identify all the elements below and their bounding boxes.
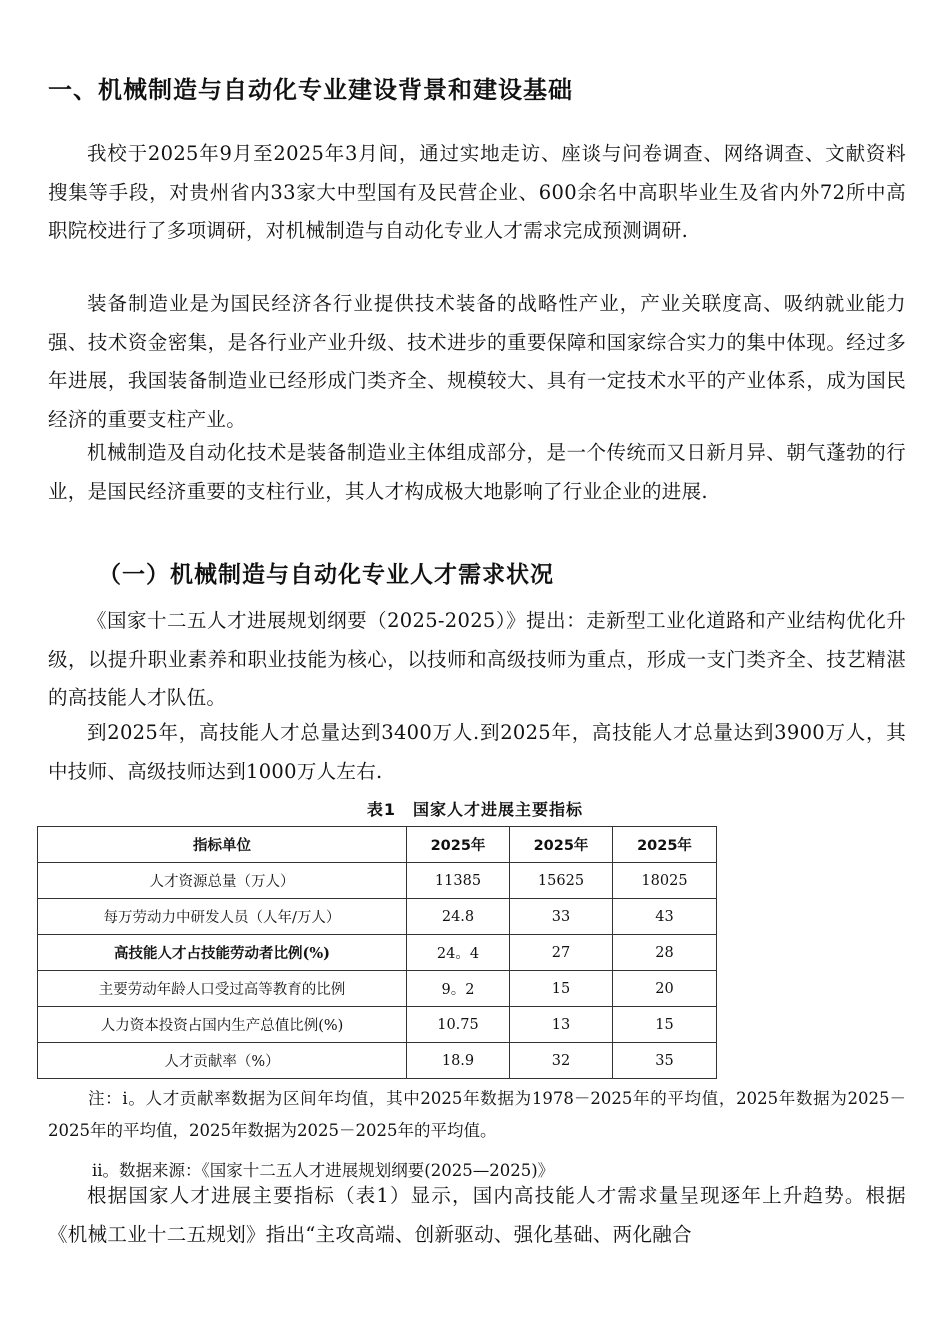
row-value: 35: [613, 1043, 717, 1079]
table-row: [38, 863, 717, 899]
row-label: 高技能人才占技能劳动者比例(%): [38, 935, 407, 971]
header-year-2: 2025年: [510, 827, 613, 863]
paragraph-equipment-manufacturing: 装备制造业是为国民经济各行业提供技术装备的战略性产业，产业关联度高、吸纳就业能力强、技术资金密集，是各行业产业升级、技术进步的重要保障和国家综合实力的集中体现。经过多年进展，我国装备制造业已经形成门类齐全、规模较大、具有一定技术水平的产业体系，成为国民经济的重要支柱产业。: [48, 292, 906, 431]
header-year-1: 2025年: [407, 827, 510, 863]
paragraph-talent-plan: 《国家十二五人才进展规划纲要（2025-2025）》提出：走新型工业化道路和产业结构优化升级，以提升职业素养和职业技能为核心，以技师和高级技师为重点，形成一支门类齐全、技艺精湛的高技能人才队伍。: [48, 609, 906, 709]
paragraph-survey: 我校于2025年9月至2025年3月间，通过实地走访、座谈与问卷调查、网络调查、文献资料搜集等手段，对贵州省内33家大中型国有及民营企业、600余名中高职毕业生及省内外72所中高职院校进行了多项调研，对机械制造与自动化专业人才需求完成预测调研.: [48, 142, 906, 242]
table-note: 注：ⅰ。人才贡献率数据为区间年均值，其中2025年数据为1978－2025年的平均值，2025年数据为2025－2025年的平均值，2025年数据为2025－2025年的平均值。: [48, 1089, 906, 1140]
row-value: 15: [510, 971, 613, 1007]
row-label: 每万劳动力中研发人员（人年/万人）: [38, 899, 407, 935]
table-row: [38, 899, 717, 935]
header-indicator: 指标单位: [38, 827, 407, 863]
row-value: 15625: [510, 863, 613, 899]
paragraph-demand-trend: 根据国家人才进展主要指标（表1）显示，国内高技能人才需求量呈现逐年上升趋势。根据《机械工业十二五规划》指出“主攻高端、创新驱动、强化基础、两化融合: [48, 1184, 906, 1246]
row-value: 33: [510, 899, 613, 935]
table-row: [38, 1007, 717, 1043]
row-value: 27: [510, 935, 613, 971]
table-row: [38, 1043, 717, 1079]
row-value: 24。4: [407, 935, 510, 971]
table-source-note: ⅱ。数据来源：《国家十二五人才进展规划纲要(2025—2025)》: [92, 1161, 555, 1180]
section-heading: 一、机械制造与自动化专业建设背景和建设基础: [48, 76, 573, 104]
row-label: 人才贡献率（%）: [38, 1043, 407, 1079]
row-value: 11385: [407, 863, 510, 899]
paragraph-mechanical-automation: 机械制造及自动化技术是装备制造业主体组成部分，是一个传统而又日新月异、朝气蓬勃的行业，是国民经济重要的支柱行业，其人才构成极大地影响了行业企业的进展.: [48, 441, 906, 503]
row-value: 20: [613, 971, 717, 1007]
paragraph-talent-targets: 到2025年，高技能人才总量达到3400万人.到2025年，高技能人才总量达到3900万人，其中技师、高级技师达到1000万人左右.: [48, 721, 906, 783]
row-value: 13: [510, 1007, 613, 1043]
row-value: 10.75: [407, 1007, 510, 1043]
table-caption: 表1 国家人才进展主要指标: [366, 800, 584, 819]
row-label: 主要劳动年龄人口受过高等教育的比例: [38, 971, 407, 1007]
table-row: [38, 971, 717, 1007]
table-row: [38, 935, 717, 971]
row-value: 24.8: [407, 899, 510, 935]
table-header-row: [38, 827, 717, 863]
row-value: 18025: [613, 863, 717, 899]
row-label: 人才资源总量（万人）: [38, 863, 407, 899]
header-year-3: 2025年: [613, 827, 717, 863]
row-value: 43: [613, 899, 717, 935]
row-value: 18.9: [407, 1043, 510, 1079]
indicator-table: [37, 826, 717, 1079]
row-label: 人力资本投资占国内生产总值比例(%): [38, 1007, 407, 1043]
row-value: 28: [613, 935, 717, 971]
subsection-heading: （一）机械制造与自动化专业人才需求状况: [98, 562, 554, 588]
row-value: 15: [613, 1007, 717, 1043]
row-value: 32: [510, 1043, 613, 1079]
row-value: 9。2: [407, 971, 510, 1007]
